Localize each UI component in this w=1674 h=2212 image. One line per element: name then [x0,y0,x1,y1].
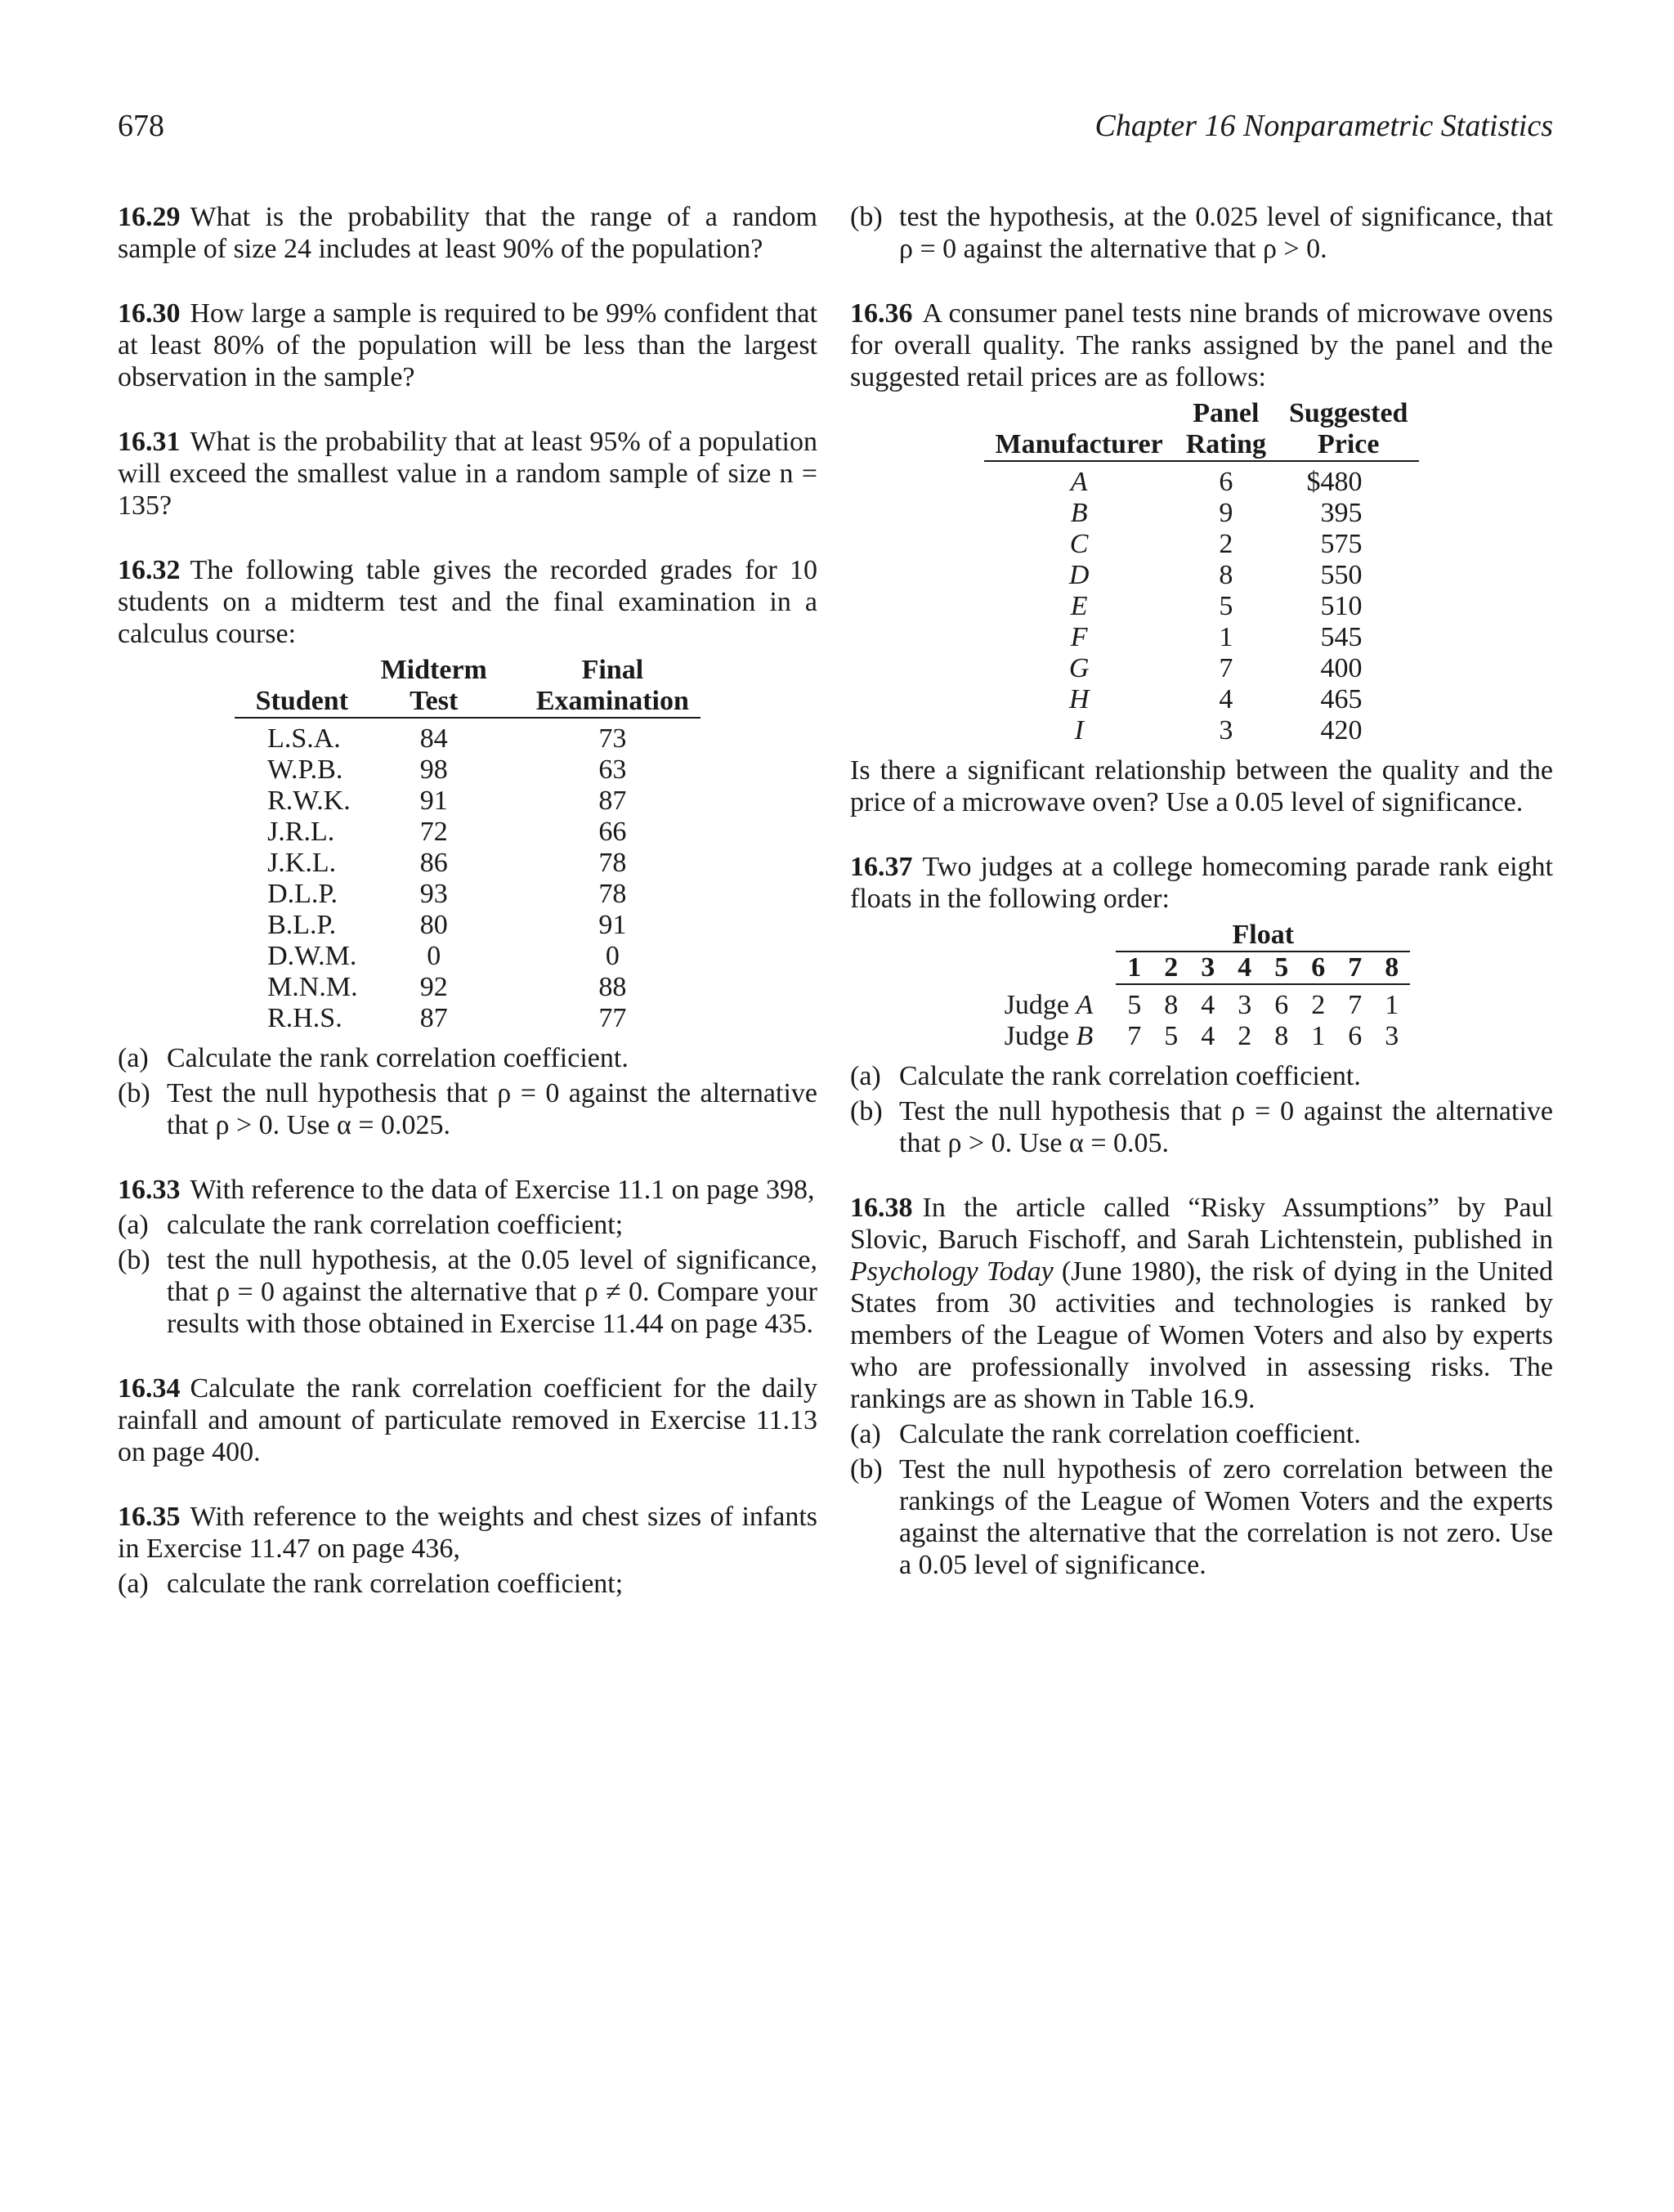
table-cell: 1 [1385,990,1399,1020]
sub-label: (a) [118,1043,149,1073]
table-cell: J.R.L. [267,817,335,847]
exercise-text: (June 1980), the risk of dying in the United States from 30 activities and technologies is ranked by members of the League of Women Voters and also by experts who are professionally involved in assessing risks. The rankings are as shown in Table 16.9. [850,1256,1553,1414]
table-title: Float [1232,920,1295,950]
sub-question-a [118,1209,817,1241]
table-cell: G [1068,653,1090,683]
table-header: Examination [499,686,700,718]
sub-text: Test the null hypothesis that ρ = 0 against the alternative that ρ > 0. Use α = 0.05. [899,1096,1553,1158]
table-cell: 7 [1219,653,1233,683]
exercise-16-31 [118,426,817,522]
exercise-number: 16.34 [118,1373,181,1404]
exercise-text: In the article called “Risky Assumptions” by Paul Slovic, Baruch Fischoff, and Sarah Lichtenstein, published in [850,1193,1553,1255]
table-cell: 1 [1219,622,1233,652]
exercise-16-38 [850,1192,1553,1581]
table-cell: 465 [1320,684,1363,714]
sub-question-b [118,1077,817,1141]
table-cell: $480 [1306,467,1363,497]
table-row [235,718,700,754]
table-cell: 5 [1164,1021,1179,1051]
table-header: Midterm [380,655,487,685]
table-row [993,984,1411,1021]
table-row [984,498,1420,529]
table-cell: J.K.L. [267,848,337,878]
page-number: 678 [118,109,164,143]
exercise-text: What is the probability that at least 95% of a population will exceed the smallest value in a random sample of size n = 135? [118,427,817,521]
table-cell: H [1068,684,1090,714]
table-cell: D.L.P. [267,879,338,909]
sub-question-a [850,1060,1553,1092]
table-cell: 4 [1201,1021,1215,1051]
table-row [984,560,1420,591]
exercise-text: A consumer panel tests nine brands of microwave ovens for overall quality. The ranks assigned by the panel and the suggested retail prices are as follows: [850,298,1553,392]
table-cell: 9 [1219,498,1233,528]
sub-text: Test the null hypothesis that ρ = 0 against the alternative that ρ > 0. Use α = 0.025. [167,1078,817,1140]
table-row [235,786,700,817]
sub-label: (b) [850,1454,883,1484]
table-cell: E [1070,591,1088,621]
table-cell: 6 [1219,467,1233,497]
table-cell: L.S.A. [267,723,341,754]
table-header: 7 [1336,952,1373,984]
exercise-number: 16.33 [118,1175,181,1205]
sub-text: Calculate the rank correlation coefficient. [167,1043,629,1073]
table-cell: 2 [1311,990,1326,1020]
table-cell: R.W.K. [267,786,351,816]
table-cell: 7 [1348,990,1363,1020]
sub-label: (a) [118,1569,149,1599]
table-cell: 93 [419,879,448,909]
table-cell: 3 [1385,1021,1399,1051]
sub-label: (b) [118,1078,150,1108]
table-cell: C [1069,529,1089,559]
table-cell: 420 [1320,715,1363,746]
table-header: 2 [1153,952,1189,984]
table-cell: 98 [419,754,448,785]
exercise-text: Calculate the rank correlation coefficient for the daily rainfall and amount of particulate removed in Exercise 11.13 on page 400. [118,1373,817,1467]
exercise-text: With reference to the data of Exercise 11.1 on page 398, [190,1175,815,1205]
sub-label: (b) [850,202,883,232]
right-column [850,201,1553,1614]
exercise-number: 16.32 [118,555,181,585]
table-row [235,910,700,941]
sub-label: (a) [118,1210,149,1240]
table-row [235,754,700,786]
exercise-number: 16.37 [850,852,913,882]
sub-label: (b) [118,1245,150,1275]
exercise-16-35 [118,1501,817,1600]
sub-question-a [118,1042,817,1074]
table-cell: 6 [1348,1021,1363,1051]
table-header [984,398,1175,429]
table-cell: 510 [1320,591,1363,621]
table-row [984,591,1420,622]
table-cell: 73 [598,723,627,754]
exercise-number: 16.31 [118,427,181,457]
left-column [118,201,817,1632]
table-cell: I [1074,715,1084,746]
table-header: Suggested [1288,398,1408,428]
table-row [984,715,1420,746]
table-header: Manufacturer [984,429,1175,461]
table-row [993,952,1411,984]
exercise-number: 16.30 [118,298,181,329]
exercise-16-32 [118,554,817,1141]
row-label [993,984,1117,1021]
table-cell: 8 [1219,560,1233,590]
exercise-16-37 [850,851,1553,1159]
table-cell: 395 [1320,498,1363,528]
sub-text: test the hypothesis, at the 0.025 level of significance, that ρ = 0 against the alternative that ρ > 0. [899,202,1553,264]
table-cell: 87 [419,1003,448,1033]
table-cell [993,952,1117,984]
table-cell: 4 [1219,684,1233,714]
grades-table [235,655,700,1034]
exercise-16-36 [850,298,1553,818]
table-cell: 80 [419,910,448,940]
table-cell: 2 [1219,529,1233,559]
sub-label: (a) [850,1419,881,1449]
exercise-text: The following table gives the recorded grades for 10 students on a midterm test and the final examination in a calculus course: [118,555,817,649]
exercise-16-29 [118,201,817,265]
table-row [235,848,700,879]
table-cell: 3 [1219,715,1233,746]
table-row [993,1021,1411,1052]
exercise-number: 16.29 [118,202,181,232]
table-header: 8 [1373,952,1410,984]
table-header: 3 [1189,952,1226,984]
sub-text: Calculate the rank correlation coefficient. [899,1061,1361,1091]
row-label [993,1021,1117,1052]
table-header: Rating [1175,429,1278,461]
table-header: 1 [1116,952,1153,984]
table-cell: W.P.B. [267,754,343,785]
table-cell: D.W.M. [267,941,357,971]
table-row [984,461,1420,498]
table-cell: 0 [427,941,441,971]
table-cell: 1 [1311,1021,1326,1051]
table-row [984,684,1420,715]
exercise-16-35-continued [850,201,1553,265]
table-cell: D [1068,560,1090,590]
microwave-table [984,398,1420,746]
sub-question-b [850,1453,1553,1581]
sub-question-a [118,1568,817,1600]
table-cell: 0 [605,941,620,971]
table-row [984,529,1420,560]
table-cell: B.L.P. [267,910,337,940]
table-header: 4 [1226,952,1263,984]
judge-label: Judge [1004,1021,1070,1051]
table-row [235,879,700,910]
journal-title: Psychology Today [850,1256,1054,1287]
exercise-16-33 [118,1174,817,1340]
sub-text: calculate the rank correlation coefficient; [167,1569,624,1599]
exercise-number: 16.38 [850,1193,913,1223]
table-cell: 5 [1219,591,1233,621]
table-row [984,653,1420,684]
table-cell: 84 [419,723,448,754]
table-cell: 550 [1320,560,1363,590]
judge-letter: B [1076,1021,1094,1051]
sub-label: (b) [850,1096,883,1126]
table-header: Test [369,686,499,718]
table-cell: 2 [1238,1021,1252,1051]
exercise-number: 16.36 [850,298,913,329]
exercise-text: How large a sample is required to be 99% confident that at least 80% of the population will be less than the largest observation in the sample? [118,298,817,392]
table-cell: 78 [598,879,627,909]
judge-label: Judge [1004,989,1070,1020]
table-header: 6 [1300,952,1336,984]
table-cell: 87 [598,786,627,816]
table-cell: 86 [419,848,448,878]
exercise-text: With reference to the weights and chest sizes of infants in Exercise 11.47 on page 436, [118,1502,817,1564]
exercise-16-30 [118,298,817,393]
table-cell: 8 [1274,1021,1289,1051]
running-head: Chapter 16 Nonparametric Statistics [1094,109,1553,143]
sub-question-a [850,1418,1553,1450]
table-cell: 545 [1320,622,1363,652]
table-cell: B [1070,498,1088,528]
sub-question-b [118,1244,817,1340]
table-cell: 4 [1201,990,1215,1020]
table-header: Final [581,655,644,685]
table-header: Panel [1193,398,1260,428]
table-row [235,1003,700,1034]
table-cell: 77 [598,1003,627,1033]
table-row [235,972,700,1003]
exercise-text: What is the probability that the range of a random sample of size 24 includes at least 90% of the population? [118,202,817,264]
table-header [235,655,369,686]
table-cell: 3 [1238,990,1252,1020]
table-cell: 400 [1320,653,1363,683]
exercise-text: Two judges at a college homecoming parade rank eight floats in the following order: [850,852,1553,914]
table-cell: A [1070,467,1088,497]
floats-table [993,920,1411,1052]
table-cell: 91 [598,910,627,940]
sub-question-b [850,1095,1553,1159]
table-cell: 88 [598,972,627,1002]
sub-text: Calculate the rank correlation coefficient. [899,1419,1361,1449]
table-cell: 63 [598,754,627,785]
sub-text: Test the null hypothesis of zero correlation between the rankings of the League of Women Voters and the experts against the alternative that the correlation is not zero. Use a 0.05 level of significance. [899,1454,1553,1580]
sub-label: (a) [850,1061,881,1091]
table-header: Student [235,686,369,718]
table-cell: R.H.S. [267,1003,342,1033]
table-header: 5 [1263,952,1300,984]
table-row [984,622,1420,653]
table-cell: 575 [1320,529,1363,559]
table-cell: 8 [1164,990,1179,1020]
table-cell: 91 [419,786,448,816]
table-cell: 5 [1127,990,1142,1020]
table-cell: 7 [1127,1021,1142,1051]
table-cell: M.N.M. [267,972,358,1002]
judge-letter: A [1076,989,1094,1020]
sub-text: calculate the rank correlation coefficient; [167,1210,624,1240]
sub-text: test the null hypothesis, at the 0.05 level of significance, that ρ = 0 against the alternative that ρ ≠ 0. Compare your results with those obtained in Exercise 11.44 on page 435. [167,1245,817,1339]
table-cell: 92 [419,972,448,1002]
table-cell: 6 [1274,990,1289,1020]
table-cell: 66 [598,817,627,847]
table-cell: F [1070,622,1088,652]
table-row [235,817,700,848]
table-cell: 72 [419,817,448,847]
exercise-16-34 [118,1372,817,1468]
sub-question-b [850,201,1553,265]
exercise-number: 16.35 [118,1502,181,1532]
table-cell: 78 [598,848,627,878]
exercise-text: Is there a significant relationship between the quality and the price of a microwave oven? Use a 0.05 level of significance. [850,755,1553,817]
table-header: Price [1278,429,1419,461]
table-row [235,941,700,972]
